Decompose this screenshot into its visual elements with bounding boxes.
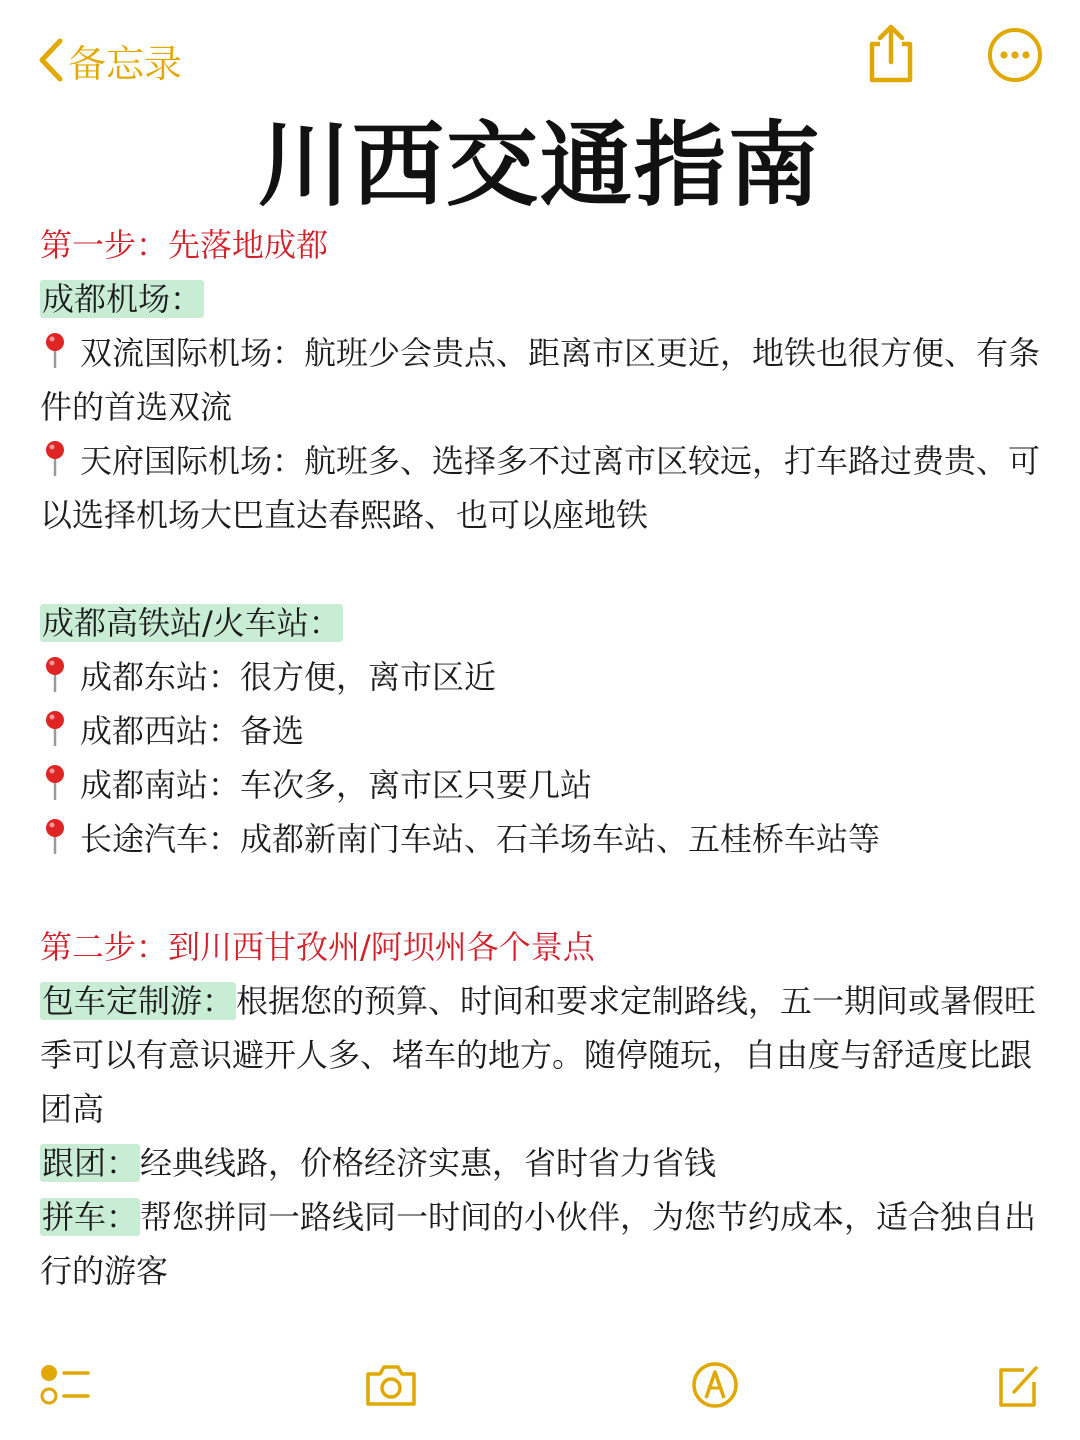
option-text-charter: 根据您的预算、时间和要求定制路线，五一期间或暑假旺季可以有意识避开人多、堵车的地方。随停随玩，自由度与舒适度比跟团高 <box>40 982 1037 1128</box>
list-item <box>40 758 1044 812</box>
chevron-left-icon <box>36 37 64 83</box>
more-icon <box>986 26 1044 84</box>
pushpin-icon <box>40 654 70 694</box>
markup-pen-icon <box>690 1360 740 1410</box>
note-body[interactable] <box>40 218 1044 1298</box>
option-text-carpool: 帮您拼同一路线同一时间的小伙伴，为您节约成本，适合独自出行的游客 <box>40 1198 1037 1290</box>
option-text-group: 经典线路，价格经济实惠，省时省力省钱 <box>140 1144 717 1182</box>
pushpin-icon <box>40 708 70 748</box>
step2-heading: 第二步：到川西甘孜州/阿坝州各个景点 <box>40 928 595 966</box>
list-item <box>40 434 1044 542</box>
compose-button[interactable] <box>996 1360 1042 1410</box>
airports-label-line <box>40 272 1044 326</box>
option-item <box>40 1190 1044 1298</box>
option-label-charter: 包车定制游： <box>42 982 235 1020</box>
step1-heading: 第一步：先落地成都 <box>40 226 329 264</box>
back-label: 备忘录 <box>68 41 183 86</box>
bottom-toolbar <box>0 1360 1080 1430</box>
more-button[interactable] <box>986 26 1044 84</box>
camera-button[interactable] <box>364 1360 418 1410</box>
share-icon <box>862 22 920 86</box>
pushpin-icon <box>40 816 70 856</box>
option-label-carpool: 拼车： <box>42 1198 139 1236</box>
station-item-1: 成都东站：很方便，离市区近 <box>80 658 497 696</box>
checklist-icon <box>38 1360 90 1410</box>
back-button[interactable] <box>36 30 182 90</box>
airport-item-1: 双流国际机场：航班少会贵点、距离市区更近，地铁也很方便、有条件的首选双流 <box>40 334 1041 426</box>
camera-icon <box>364 1360 418 1410</box>
stations-label-line <box>40 596 1044 650</box>
markup-button[interactable] <box>690 1360 740 1410</box>
option-item <box>40 974 1044 1136</box>
blank-line <box>40 866 1044 920</box>
option-item <box>40 1136 1044 1190</box>
share-button[interactable] <box>862 22 920 86</box>
list-item <box>40 650 1044 704</box>
blank-line <box>40 542 1044 596</box>
list-item <box>40 812 1044 866</box>
station-item-4: 长途汽车：成都新南门车站、石羊场车站、五桂桥车站等 <box>80 820 881 858</box>
page-title: 川西交通指南 <box>257 112 822 219</box>
compose-icon <box>996 1360 1042 1410</box>
list-item <box>40 326 1044 434</box>
station-item-3: 成都南站：车次多，离市区只要几站 <box>80 766 593 804</box>
pushpin-icon <box>40 330 70 370</box>
checklist-button[interactable] <box>38 1360 90 1410</box>
stations-label: 成都高铁站/火车站： <box>42 604 341 642</box>
list-item <box>40 704 1044 758</box>
pushpin-icon <box>40 438 70 478</box>
pushpin-icon <box>40 762 70 802</box>
station-item-2: 成都西站：备选 <box>80 712 305 750</box>
option-label-group: 跟团： <box>42 1144 139 1182</box>
airports-label: 成都机场： <box>42 280 203 318</box>
airport-item-2: 天府国际机场：航班多、选择多不过离市区较远，打车路过费贵、可以选择机场大巴直达春熙路、也可以座地铁 <box>40 442 1041 534</box>
